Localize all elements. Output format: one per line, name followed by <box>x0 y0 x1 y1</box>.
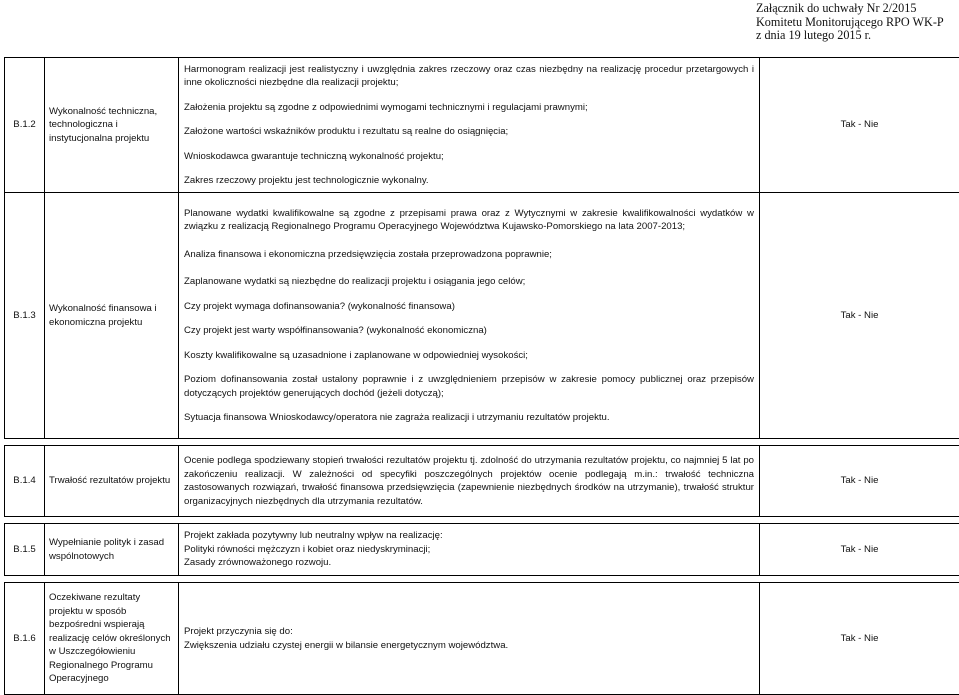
criterion-text: Zakres rzeczowy projektu jest technologicznie wykonalny. <box>184 174 754 188</box>
criterion-text: Założone wartości wskaźników produktu i rezultatu są realne do osiągnięcia; <box>184 125 754 139</box>
criterion-details <box>179 446 760 517</box>
criterion-text: Sytuacja finansowa Wnioskodawcy/operatora nie zagraża realizacji i utrzymaniu rezultatów projektu. <box>184 411 754 425</box>
table-row <box>5 524 959 576</box>
criterion-text: Zwiększenia udziału czystej energii w bilansie energetycznym województwa. <box>184 639 754 653</box>
criterion-name: Wypełnianie polityk i zasad wspólnotowych <box>45 524 179 576</box>
criterion-details <box>179 583 760 695</box>
criterion-name: Trwałość rezultatów projektu <box>45 446 179 517</box>
criterion-text: Zasady zrównoważonego rozwoju. <box>184 556 754 570</box>
criterion-name: Oczekiwane rezultaty projektu w sposób bezpośredni wspierają realizację celów określonych w Uszczegółowieniu Regionalnego Programu Operacyjnego <box>45 583 179 695</box>
criterion-text: Analiza finansowa i ekonomiczna przedsięwzięcia została przeprowadzona poprawnie; <box>184 248 754 262</box>
criterion-details <box>179 524 760 576</box>
criterion-text: Projekt zakłada pozytywny lub neutralny wpływ na realizację: <box>184 529 754 543</box>
criterion-text: Polityki równości mężczyzn i kobiet oraz niedyskryminacji; <box>184 543 754 557</box>
criterion-text: Zaplanowane wydatki są niezbędne do realizacji projektu i osiągania jego celów; <box>184 275 754 289</box>
header-line-3: z dnia 19 lutego 2015 r. <box>756 29 956 43</box>
header-line-1: Załącznik do uchwały Nr 2/2015 <box>756 2 956 16</box>
header-line-2: Komitetu Monitorującego RPO WK-P <box>756 16 956 30</box>
table-row <box>5 583 959 695</box>
document-header <box>756 2 956 43</box>
criteria-table <box>4 57 959 695</box>
criterion-text: Projekt przyczynia się do: <box>184 625 754 639</box>
criterion-text: Czy projekt jest warty współfinansowania? (wykonalność ekonomiczna) <box>184 324 754 338</box>
assessment-result: Tak - Nie <box>760 524 959 576</box>
criterion-id: B.1.5 <box>5 524 45 576</box>
criterion-id: B.1.6 <box>5 583 45 695</box>
table-row <box>5 58 959 193</box>
criterion-text: Koszty kwalifikowalne są uzasadnione i zaplanowane w odpowiedniej wysokości; <box>184 349 754 363</box>
assessment-result: Tak - Nie <box>760 193 959 439</box>
assessment-result: Tak - Nie <box>760 446 959 517</box>
assessment-result: Tak - Nie <box>760 583 959 695</box>
criterion-id: B.1.2 <box>5 58 45 193</box>
criterion-details <box>179 193 760 439</box>
table-row <box>5 193 959 439</box>
criterion-text: Czy projekt wymaga dofinansowania? (wykonalność finansowa) <box>184 300 754 314</box>
criterion-id: B.1.4 <box>5 446 45 517</box>
criterion-text: Harmonogram realizacji jest realistyczny i uwzględnia zakres rzeczowy oraz czas niezbędny na realizację procedur przetargowych i inne okoliczności niezbędne dla realizacji projektu; <box>184 63 754 90</box>
criterion-text: Wnioskodawca gwarantuje techniczną wykonalność projektu; <box>184 150 754 164</box>
criterion-details <box>179 58 760 193</box>
criterion-text: Poziom dofinansowania został ustalony poprawnie i z uwzględnieniem przepisów w zakresie pomocy publicznej oraz przepisów dotyczących projektów generujących dochód (jeżeli dotyczą); <box>184 373 754 400</box>
criterion-text: Założenia projektu są zgodne z odpowiednimi wymogami technicznymi i regulacjami prawnymi; <box>184 101 754 115</box>
criterion-text: Planowane wydatki kwalifikowalne są zgodne z przepisami prawa oraz z Wytycznymi w zakresie kwalifikowalności wydatków w związku z realizacją Regionalnego Programu Operacyjnego Województwa Kujawsko-Pomorskiego na lata 2007-2013; <box>184 207 754 234</box>
table-row <box>5 446 959 517</box>
criterion-id: B.1.3 <box>5 193 45 439</box>
assessment-result: Tak - Nie <box>760 58 959 193</box>
criterion-text: Ocenie podlega spodziewany stopień trwałości rezultatów projektu tj. zdolność do utrzymania rezultatów projektu, co najmniej 5 lat po zakończeniu realizacji. W zależności od specyfiki poszczególnych projektów ocenie podlegają m.in.: trwałość techniczna zastosowanych rozwiązań, trwałość finansowa przedsięwzięcia (zapewnienie niezbędnych środków na utrzymanie), trwałość struktur organizacyjnych niezbędnych dla utrzymania rezultatów. <box>184 454 754 508</box>
criterion-name: Wykonalność techniczna, technologiczna i instytucjonalna projektu <box>45 58 179 193</box>
criterion-name: Wykonalność finansowa i ekonomiczna projektu <box>45 193 179 439</box>
